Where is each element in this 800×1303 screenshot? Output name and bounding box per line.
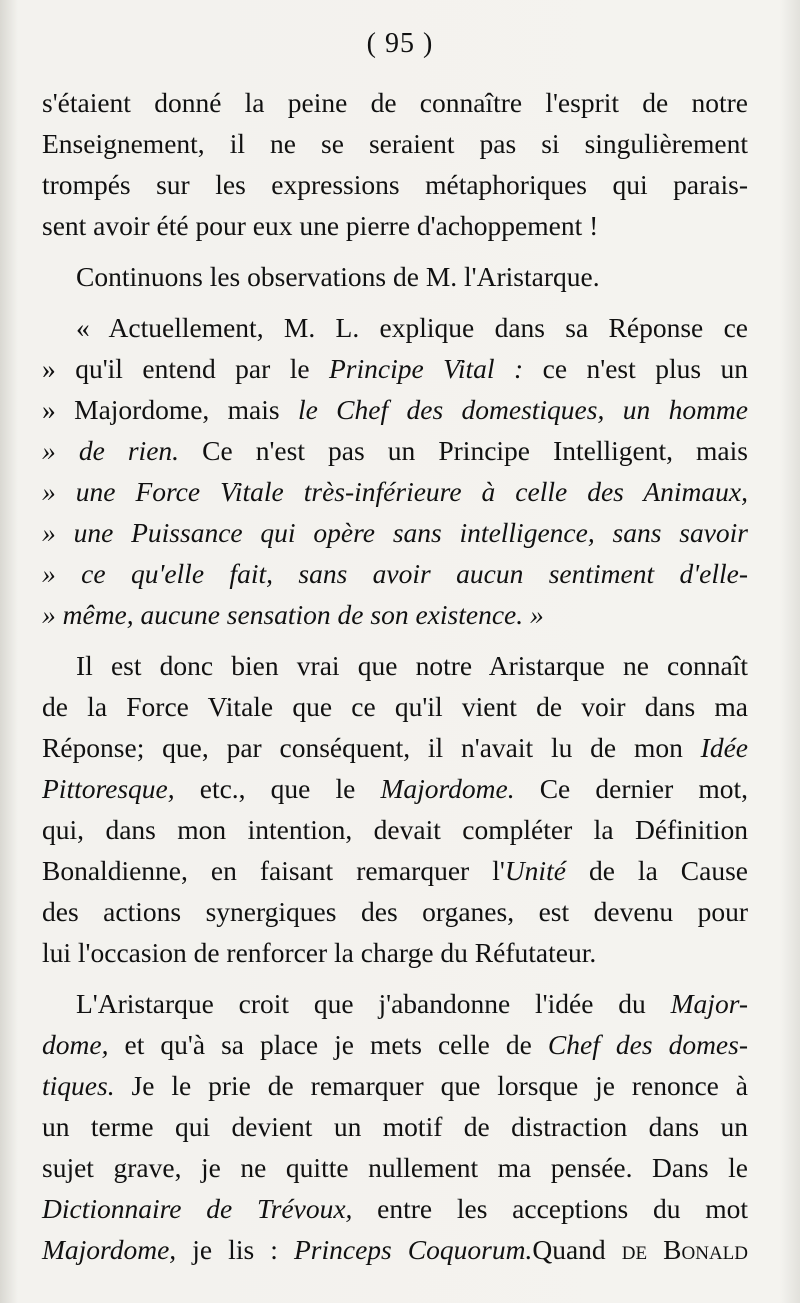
text-line: Il est donc bien vrai que notre Aristarque ne connaît — [76, 650, 748, 681]
text-run: et qu'à sa place je mets celle de — [108, 1029, 548, 1060]
text-line-italic: » une Force Vitale très-inférieure à celle des Animaux, — [42, 476, 748, 507]
text-run-italic: dome, — [42, 1029, 109, 1060]
text-line — [42, 430, 748, 471]
text-line: Enseignement, il ne se seraient pas si singulièrement — [42, 128, 748, 159]
text-line-italic: » ce qu'elle fait, sans avoir aucun sentiment d'elle- — [42, 558, 748, 589]
text-line: sujet grave, je ne quitte nullement ma pensée. Dans le — [42, 1152, 748, 1183]
text-run: je lis : — [176, 1234, 294, 1265]
text-line — [42, 983, 748, 1024]
text-run: Ce n'est pas un Principe Intelligent, mais — [179, 435, 748, 466]
paragraph-3-quote — [42, 307, 748, 635]
text-line — [42, 389, 748, 430]
text-line — [42, 727, 748, 768]
text-run: » Majordome, mais — [42, 394, 298, 425]
text-line — [42, 850, 748, 891]
text-run: etc., que le — [174, 773, 381, 804]
text-line: sent avoir été pour eux une pierre d'achoppement ! — [42, 210, 599, 241]
text-line — [42, 1188, 748, 1229]
text-run-italic: tiques. — [42, 1070, 115, 1101]
body-text — [42, 82, 748, 1270]
text-line-italic: » même, aucune sensation de son existence. » — [42, 599, 544, 630]
text-run-italic: Unité — [504, 855, 566, 886]
text-line: de la Force Vitale que ce qu'il vient de voir dans ma — [42, 691, 748, 722]
text-run: ce n'est plus un — [523, 353, 748, 384]
text-run-italic: le Chef des domestiques, un homme — [297, 394, 748, 425]
text-line: trompés sur les expressions métaphoriques qui parais- — [42, 169, 748, 200]
text-run-italic: Chef des domes- — [547, 1029, 748, 1060]
text-line-italic: » une Puissance qui opère sans intelligence, sans savoir — [42, 517, 748, 548]
text-run-italic: Majordome, — [42, 1234, 177, 1265]
text-line: s'étaient donné la peine de connaître l'esprit de notre — [42, 87, 748, 118]
text-run: entre les acceptions du mot — [352, 1193, 748, 1224]
text-line: un terme qui devient un motif de distraction dans un — [42, 1111, 748, 1142]
text-run-italic: Princeps Coquorum. — [293, 1234, 533, 1265]
text-line — [42, 1229, 748, 1270]
text-line: qui, dans mon intention, devait compléter la Définition — [42, 814, 748, 845]
text-run-italic: Majordome. — [380, 773, 515, 804]
text-run: Bonaldienne, en faisant remarquer l' — [42, 855, 505, 886]
text-run: » qu'il entend par le — [42, 353, 329, 384]
text-run-italic: Major- — [670, 988, 748, 1019]
text-run: de la Cause — [565, 855, 749, 886]
text-line — [42, 768, 748, 809]
text-run-small-caps: de Bonald — [621, 1234, 748, 1265]
paragraph-4 — [42, 645, 748, 973]
text-line: lui l'occasion de renforcer la charge du Réfutateur. — [42, 937, 597, 968]
text-line: « Actuellement, M. L. explique dans sa Réponse ce — [76, 312, 748, 343]
text-run-italic: Dictionnaire de Trévoux, — [42, 1193, 353, 1224]
text-run: Réponse; que, par conséquent, il n'avait lu de mon — [42, 732, 701, 763]
text-line — [42, 1024, 748, 1065]
text-line: Continuons les observations de M. l'Aristarque. — [76, 261, 600, 292]
paragraph-2 — [42, 256, 748, 297]
text-run-italic: Pittoresque, — [42, 773, 175, 804]
text-run: Ce dernier mot, — [514, 773, 749, 804]
text-run: Quand — [532, 1234, 622, 1265]
text-run-italic: Idée — [700, 732, 748, 763]
page-number: ( 95 ) — [366, 28, 434, 59]
text-line: des actions synergiques des organes, est devenu pour — [42, 896, 748, 927]
text-line — [42, 348, 748, 389]
text-line — [42, 1065, 748, 1106]
text-run: L'Aristarque croit que j'abandonne l'idée du — [76, 988, 671, 1019]
text-run-italic: Principe Vital : — [329, 353, 524, 384]
paragraph-1 — [42, 82, 748, 246]
paragraph-5 — [42, 983, 748, 1270]
text-run-italic: » de rien. — [42, 435, 180, 466]
text-run: Je le prie de remarquer que lorsque je renonce à — [114, 1070, 748, 1101]
